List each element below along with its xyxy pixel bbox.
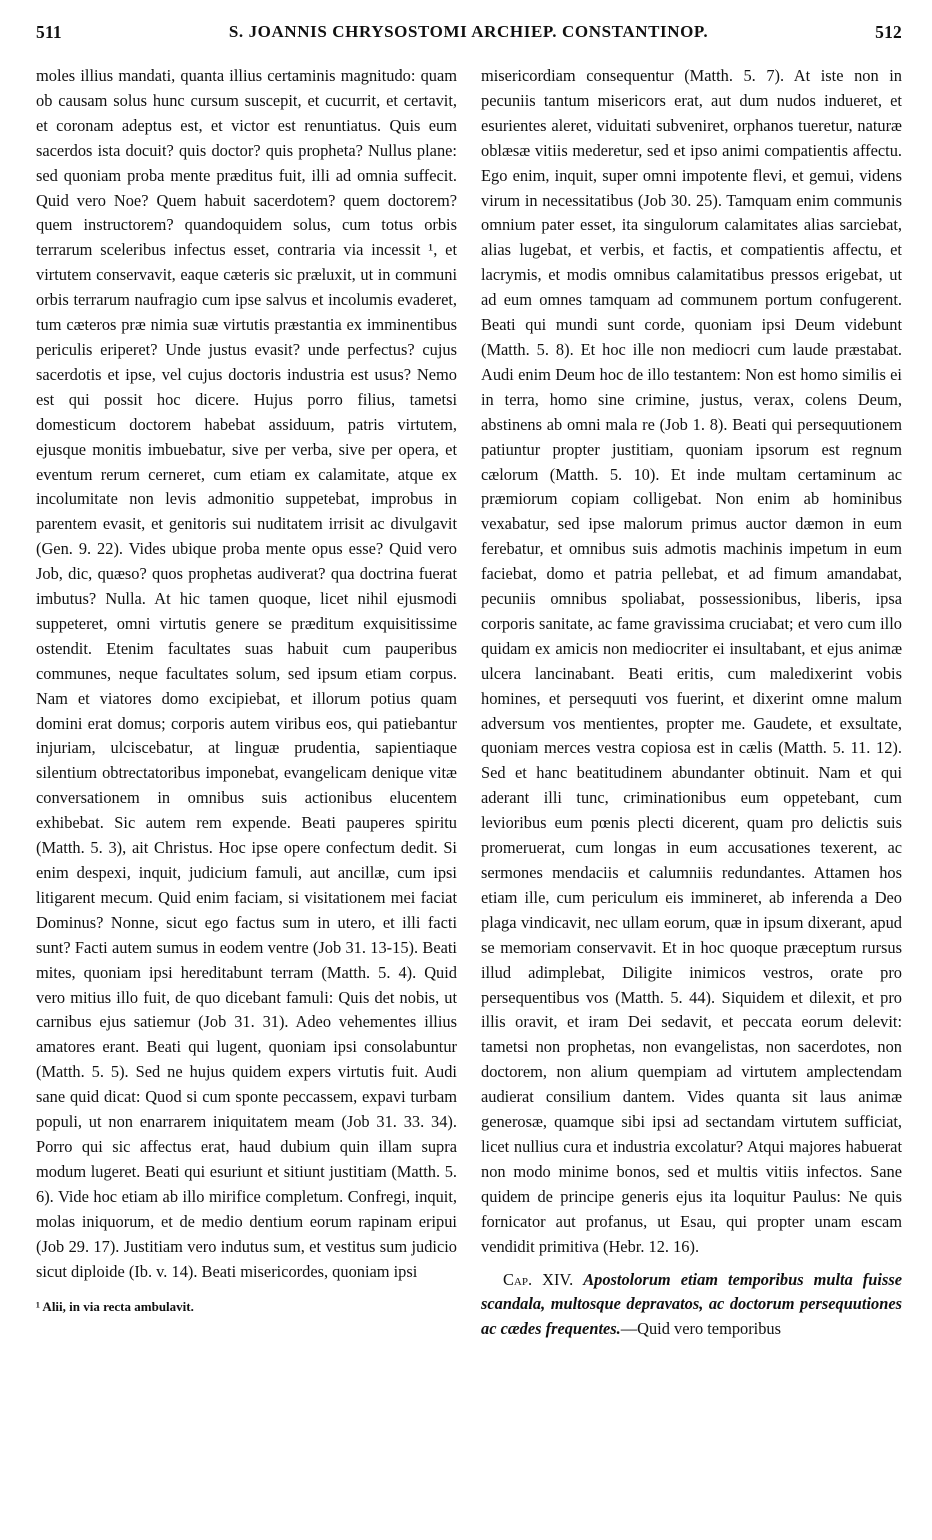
chapter-label: Cap. XIV. (503, 1269, 574, 1289)
running-title: S. JOANNIS CHRYSOSTOMI ARCHIEP. CONSTANTINOP. (228, 22, 709, 41)
right-column (481, 64, 902, 1342)
chapter-text: —Quid vero temporibus (620, 1319, 781, 1339)
page-number-right: 512 (875, 21, 902, 42)
right-column-text: misericordiam consequentur (Matth. 5. 7). At iste non in pecuniis tantum misericors erat, aut dum nudos indueret, et esurientes aleret, viduitati subveniret, orphanos tueretur, naturæ oblæsæ vitiis mederetur, sed et ipso animi compatientis affectu. Ego enim, inquit, super omni impotente flevi, et gemui, videns virum in necessitatibus (Job 30. 25). Tamquam enim communis omnium pater esset, ita singulorum calamitates alias sarciebat, alias lugebat, et verbis, et factis, et compatientis affectu, et lacrymis, et modis omnibus calamitatibus pressos erigebat, ut ad eum omnes tamquam ad communem portum confugerent. Beati qui mundi sunt corde, quoniam ipsi Deum videbunt (Matth. 5. 8). Et hoc ille non mediocri cum laude præstabat. Audi enim Deum hoc de illo testantem: Non est homo similis ei in terra, homo sine crimine, justus, verax, colens Deum, abstinens ab omni mala re (Job 1. 8). Beati qui persequutionem patiuntur propter justitiam, quoniam ipsorum est regnum cælorum (Matth. 5. 10). Et inde multam certaminum ac præmiorum copiam colligebat. Non enim ab hominibus vexabatur, sed ipse malorum primus auctor dæmon in eum ferebatur, et omnibus suis admotis machinis impetum in eum faciebat, domo et patria pellebat, et ad fimum amandabat, pecuniis omnibus spoliabat, possessionibus, liberis, ipsa corporis sanitate, ac fame gravissima cruciabat; et vero cum illo quidam ex amicis non mediocriter ei insultabant, et ejus animæ ulcera lancinabant. Beati eritis, cum maledixerint vobis homines, et persequuti vos fuerint, et dixerint omne malum adversum vos mentientes, propter me. Gaudete, et exsultate, quoniam merces vestra copiosa est in cælis (Matth. 5. 11. 12). Sed et hanc beatitudinem abundanter obtinuit. Nam et qui aderant illi tunc, criminationibus eum oppetebant, cum levioribus eum pœnis plecti dicerent, quam pro delictis suis promeruerat, cum longas in eum accusationes texerent, ac sermones mendaciis et calumniis redundantes. Attamen hos etiam ille, cum periculum eis immineret, ab inferenda a Deo plaga vindicavit, nec ullam eorum, quæ in ipsum dixerant, apud se memoriam conservavit. Et in hoc quoque præceptum rursus illud adimplebat, Diligite inimicos vestros, orate pro persequentibus vos (Matth. 5. 44). Siquidem et dilexit, et pro illis oravit, et iram Dei sedavit, et peccata eorum delevit: tametsi non prophetas, non evangelistas, non sacerdotes, non doctorem, non alium quempiam ad virtutem amplectendam audierat consilium dantem. Vides quanta sit laus animæ generosæ, quamque sibi ipsi ad sectandam virtutem sufficiat, licet nullius cura et industria excolatur? Atqui majores habuerat non modo minime bonos, sed et multis vitiis infectos. Sane quidem de principe generis ejus ita loquitur Paulus: Ne quis fornicator aut profanus, ut Esau, qui propter unam escam vendidit primitiva (Hebr. 12. 16). (481, 66, 902, 1256)
left-column (36, 64, 457, 1342)
page-number-left: 511 (36, 21, 62, 42)
running-header (36, 0, 902, 64)
text-columns (36, 64, 902, 1342)
chapter-heading (481, 1268, 902, 1343)
footnote: ¹ Alii, in via recta ambulavit. (36, 1299, 194, 1315)
left-column-text: moles illius mandati, quanta illius certaminis magnitudo: quam ob causam solus hunc cursum suscepit, et cucurrit, et certavit, et coronam adeptus est, et victor est renuntiatus. Quis eum sacerdos ista docuit? quis doctor? quis propheta? Nullus plane: sed quoniam proba mente præditus fuit, illi ad omnia suffecit. Quid vero Noe? Quem habuit sacerdotem? quem doctorem? quem instructorem? quandoquidem solus, cum totus orbis terrarum sceleribus infectus esset, contraria via incessit ¹, et virtutem conservavit, eaque cæteris sic præluxit, ut in communi orbis terrarum naufragio cum ipse salvus et incolumis evaderet, tum cæteros præ nimia suæ virtutis præstantia ex imminentibus periculis eriperet? Unde justus evasit? unde perfectus? cujus sacerdotis et ipse, vel cujus doctoris industria est usus? Nemo est qui possit hoc dicere. Hujus porro filius, tametsi domesticum doctorem habebat assiduum, patris virtutem, ejusque monitis imbuebatur, sive per verba, sive per opera, et eventum rerum cerneret, cum etiam ex calamitate, atque ex incolumitate non levis admonitio suppetebat, improbus in parentem evasit, et genitoris sui nuditatem irrisit ac divulgavit (Gen. 9. 22). Vides ubique proba mente opus esse? Quid vero Job, dic, quæso? quos prophetas audiverat? qua doctrina fuerat imbutus? Nulla. At hic tamen quoque, licet nihil ejusmodi suppeteret, omni virtutis genere se præditum exquisitissime ostendit. Etenim facultates suas habuit cum pauperibus communes, neque facultates solum, sed ipsum etiam corpus. Nam et viatores domo excipiebat, et illorum potius quam domini erat domus; corporis autem viribus eos, qui patiebantur injuriam, ulciscebatur, at linguæ prudentia, sapientiaque silentium obtrectatoribus imponebat, evangelicam denique vitæ conversationem in omnibus suis actionibus elucentem exhibebat. Sic autem rem expende. Beati pauperes spiritu (Matth. 5. 3), ait Christus. Hoc ipse opere confectum dedit. Si enim despexi, inquit, judicium famuli, aut ancillæ, cum ipsi litigarent mecum. Quid enim faciam, si visitationem mei faciat Dominus? Nonne, sicut ego factus sum in utero, et illi facti sunt? Facti autem sumus in eodem ventre (Job 31. 13-15). Beati mites, quoniam ipsi hereditabunt terram (Matth. 5. 4). Quid vero mitius illo fuit, de quo dicebant famuli: Quis det nobis, ut carnibus ejus satiemur (Job 31. 31). Adeo vehementes illius amatores erant. Beati qui lugent, quoniam ipsi consolabuntur (Matth. 5. 5). Sed ne hujus quidem expers virtutis fuit. Audi sane quid dicat: Quod si cum sponte peccassem, expavi turbam populi, ut non enarrarem iniquitatem meam (Job 31. 33. 34). Porro qui sic affectus erat, haud dubium quin illam supra modum lugeret. Beati qui esuriunt et sitiunt justitiam (Matth. 5. 6). Vide hoc etiam ab illo mirifice completum. Confregi, inquit, molas iniquorum, et de medio dentium eorum rapinam eripui (Job 29. 17). Justitiam vero indutus sum, et vestitus sum judicio sicut diploide (Ib. v. 14). Beati misericordes, quoniam ipsi (36, 66, 457, 1281)
chapter-summary: Apostolorum etiam temporibus multa fuisse scandala, multosque depravatos, ac doctorum persequutiones ac cædes frequentes. (481, 1269, 902, 1339)
